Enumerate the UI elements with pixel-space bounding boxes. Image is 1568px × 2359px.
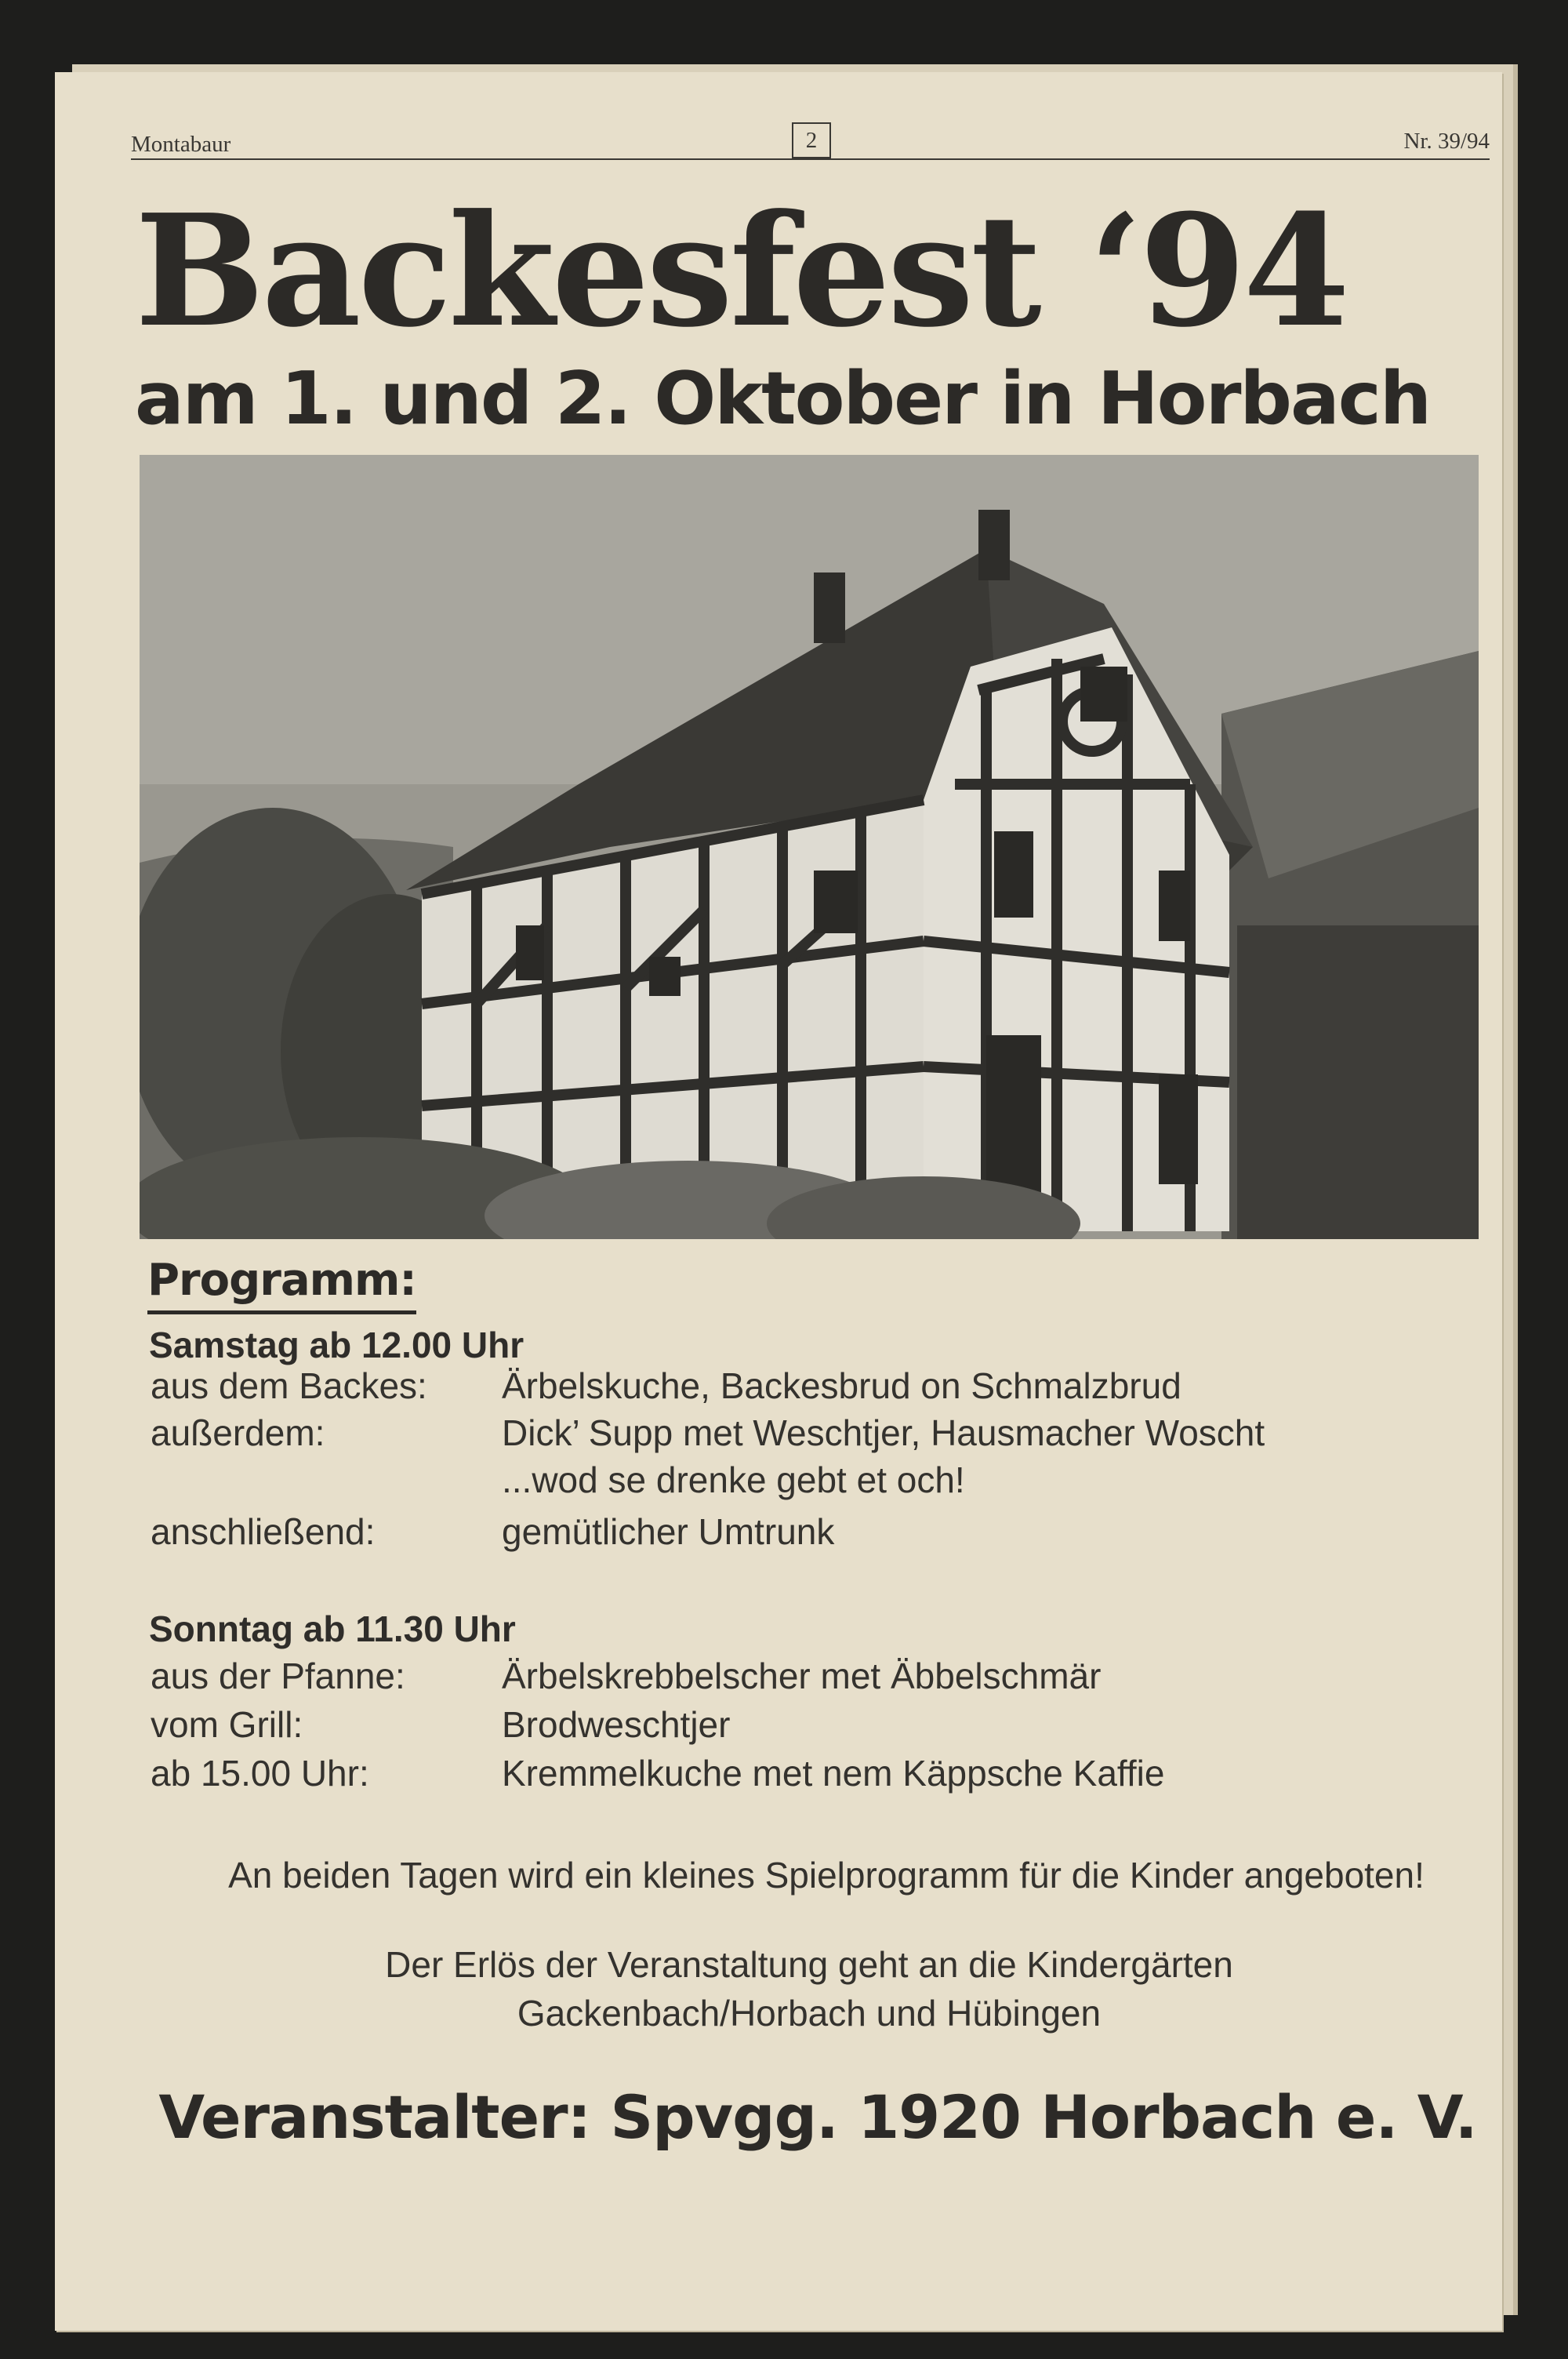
program-heading: Programm:	[147, 1255, 416, 1314]
subheadline: am 1. und 2. Oktober in Horbach	[135, 356, 1431, 441]
organizer-line: Veranstalter: Spvgg. 1920 Horbach e. V.	[158, 2082, 1477, 2152]
sunday-heading: Sonntag ab 11.30 Uhr	[149, 1608, 516, 1649]
row-value: Brodweschtjer	[502, 1704, 731, 1745]
row-label: aus dem Backes:	[151, 1365, 427, 1406]
row-value: Kremmelkuche met nem Käppsche Kaffie	[502, 1753, 1165, 1794]
row-label: aus der Pfanne:	[151, 1656, 405, 1696]
page-header	[74, 75, 1490, 157]
row-value: Ärbelskuche, Backesbrud on Schmalzbrud	[502, 1365, 1181, 1406]
proceeds-line-2: Gackenbach/Horbach und Hübingen	[517, 1993, 1102, 2034]
saturday-heading: Samstag ab 12.00 Uhr	[149, 1325, 524, 1365]
row-value: Dick’ Supp met Weschtjer, Hausmacher Woscht	[502, 1412, 1265, 1453]
kids-program-note: An beiden Tagen wird ein kleines Spielprogramm für die Kinder angeboten!	[228, 1855, 1425, 1896]
header-issue-number: Nr. 39/94	[1403, 129, 1490, 154]
row-value: Ärbelskrebbelscher met Äbbelschmär	[502, 1656, 1102, 1696]
row-label: anschließend:	[151, 1511, 376, 1552]
proceeds-line-1: Der Erlös der Veranstaltung geht an die Kindergärten	[385, 1944, 1233, 1985]
row-value: gemütlicher Umtrunk	[502, 1511, 835, 1552]
headline: Backesfest ‘94	[135, 181, 1347, 362]
half-timbered-house-photo	[140, 455, 1479, 1239]
header-town: Montabaur	[131, 132, 231, 157]
header-page-number: 2	[792, 122, 831, 158]
header-rule	[131, 158, 1490, 160]
row-label: vom Grill:	[151, 1704, 303, 1745]
row-label: ab 15.00 Uhr:	[151, 1753, 369, 1794]
row-value: ...wod se drenke gebt et och!	[502, 1459, 965, 1500]
row-label: außerdem:	[151, 1412, 325, 1453]
